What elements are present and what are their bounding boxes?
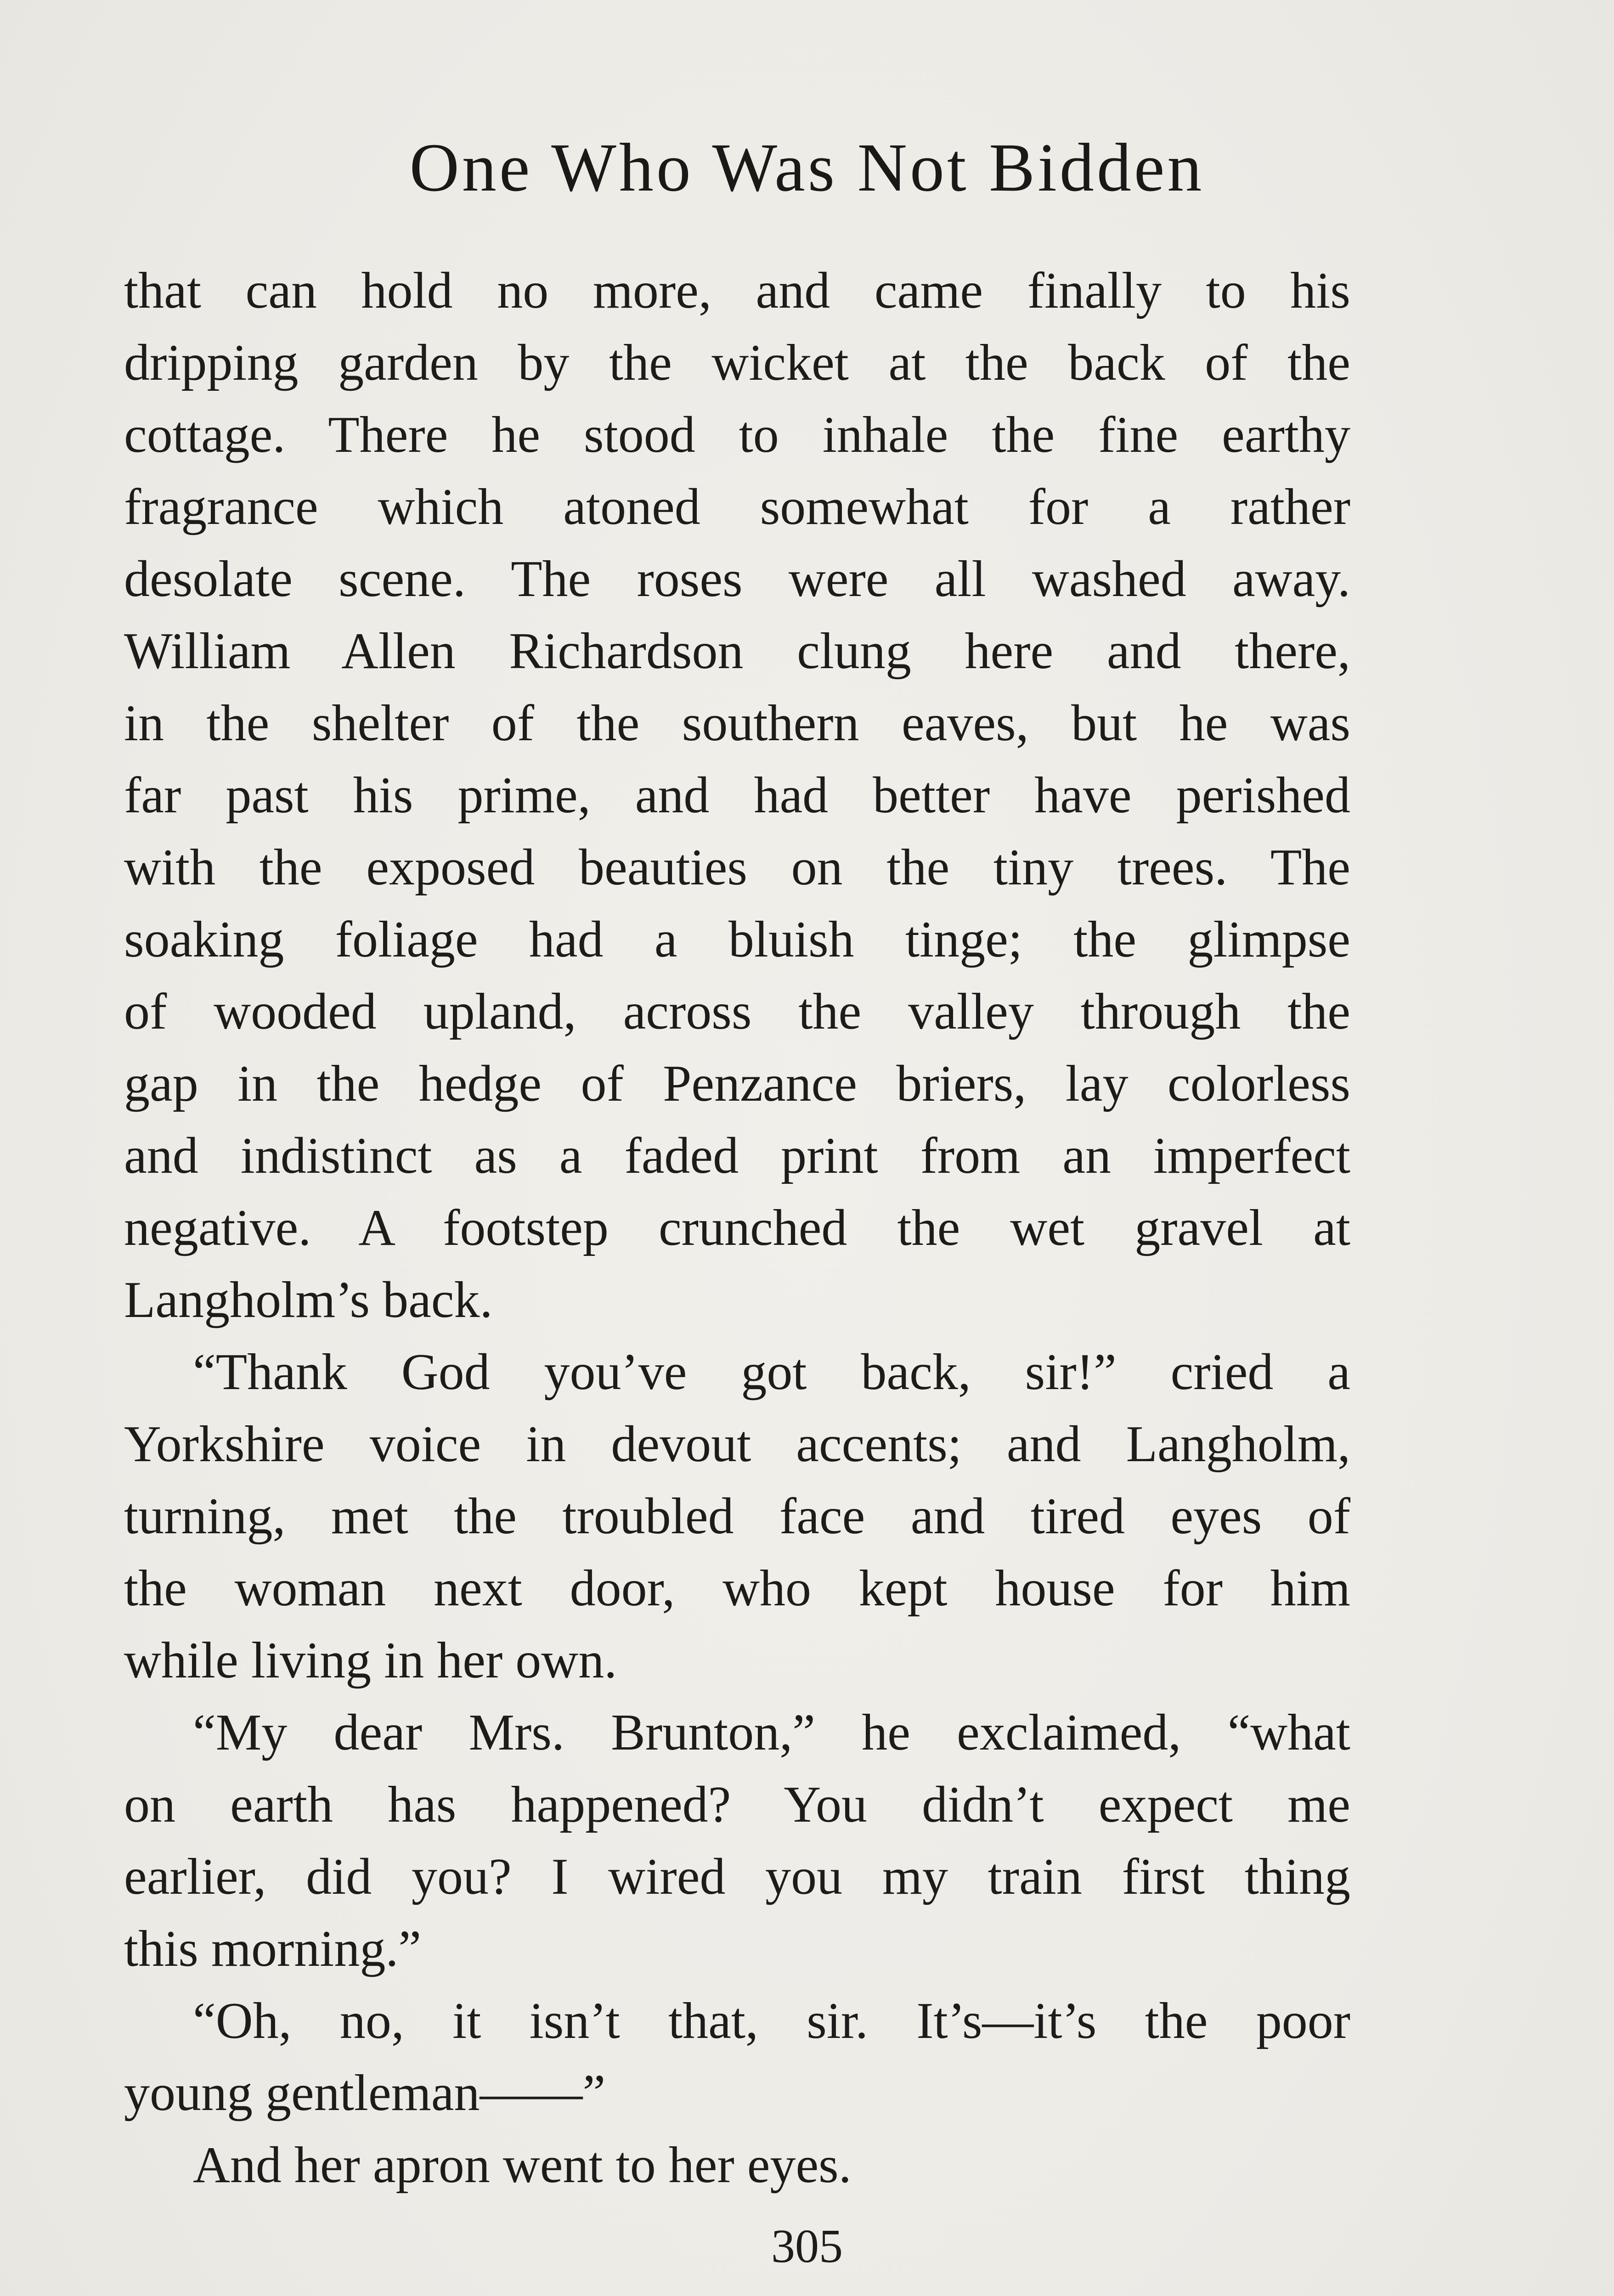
running-head: One Who Was Not Bidden	[409, 129, 1205, 206]
text-line: Yorkshire voice in devout accents; and Langholm,	[124, 1416, 1350, 1473]
text-line: turning, met the troubled face and tired eyes of	[124, 1488, 1350, 1545]
text-line: cottage. There he stood to inhale the fine earthy	[124, 406, 1350, 463]
text-line: desolate scene. The roses were all washed away.	[124, 551, 1350, 608]
text-line: on earth has happened? You didn’t expect me	[124, 1776, 1350, 1833]
text-line: negative. A footstep crunched the wet gravel at	[124, 1199, 1350, 1256]
body-text	[124, 255, 1350, 2201]
text-line: Langholm’s back.	[124, 1272, 493, 1328]
text-line: “Thank God you’ve got back, sir!” cried a	[193, 1344, 1350, 1401]
text-line: William Allen Richardson clung here and there,	[124, 623, 1350, 680]
text-line: far past his prime, and had better have perished	[124, 767, 1350, 824]
text-line: earlier, did you? I wired you my train first thing	[124, 1848, 1350, 1905]
text-line: “Oh, no, it isn’t that, sir. It’s—it’s the poor	[193, 1992, 1350, 2049]
text-line: the woman next door, who kept house for him	[124, 1560, 1350, 1617]
text-line: this morning.”	[124, 1920, 422, 1977]
text-line: soaking foliage had a bluish tinge; the glimpse	[124, 911, 1350, 968]
text-line: dripping garden by the wicket at the back of the	[124, 334, 1350, 391]
text-line: And her apron went to her eyes.	[193, 2137, 852, 2194]
text-line: while living in her own.	[124, 1632, 617, 1689]
text-line: and indistinct as a faded print from an imperfect	[124, 1127, 1350, 1184]
text-line: gap in the hedge of Penzance briers, lay colorless	[124, 1055, 1350, 1112]
text-line: that can hold no more, and came finally to his	[124, 262, 1350, 319]
text-line: with the exposed beauties on the tiny trees. The	[124, 839, 1350, 896]
text-line: young gentleman——”	[124, 2065, 606, 2122]
page-number: 305	[771, 2220, 843, 2273]
text-line: of wooded upland, across the valley through the	[124, 983, 1350, 1040]
text-line: “My dear Mrs. Brunton,” he exclaimed, “what	[193, 1704, 1350, 1761]
text-line: fragrance which atoned somewhat for a rather	[124, 478, 1350, 535]
text-line: in the shelter of the southern eaves, but he was	[124, 695, 1350, 752]
